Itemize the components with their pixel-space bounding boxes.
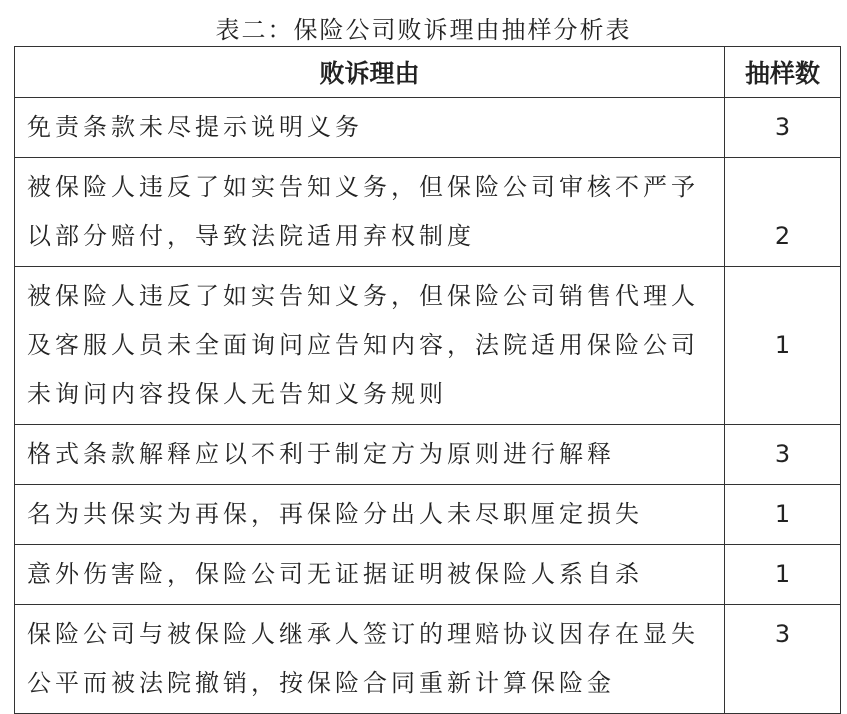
count-cell: 2 [725,158,841,267]
table-header-row [15,47,841,98]
reason-cell: 格式条款解释应以不利于制定方为原则进行解释 [15,425,725,485]
count-cell: 3 [725,425,841,485]
count-cell: 1 [725,267,841,425]
table-row [15,267,841,425]
table-row [15,545,841,605]
reason-cell: 免责条款未尽提示说明义务 [15,98,725,158]
count-cell: 1 [725,545,841,605]
table-row [15,425,841,485]
reason-cell: 被保险人违反了如实告知义务，但保险公司审核不严予以部分赔付，导致法院适用弃权制度 [15,158,725,267]
reason-cell: 名为共保实为再保，再保险分出人未尽职厘定损失 [15,485,725,545]
reason-cell: 保险公司与被保险人继承人签订的理赔协议因存在显失公平而被法院撤销，按保险合同重新计算保险金 [15,605,725,714]
reason-cell: 被保险人违反了如实告知义务，但保险公司销售代理人及客服人员未全面询问应告知内容，法院适用保险公司未询问内容投保人无告知义务规则 [15,267,725,425]
table-row [15,158,841,267]
table-row [15,485,841,545]
sampling-table [14,46,841,714]
table-caption: 表二：保险公司败诉理由抽样分析表 [215,16,632,44]
table-row [15,605,841,714]
table-row [15,98,841,158]
count-cell: 3 [725,98,841,158]
header-reason: 败诉理由 [15,47,725,98]
count-cell: 1 [725,485,841,545]
reason-cell: 意外伤害险，保险公司无证据证明被保险人系自杀 [15,545,725,605]
header-count: 抽样数 [725,47,841,98]
count-cell: 3 [725,605,841,714]
